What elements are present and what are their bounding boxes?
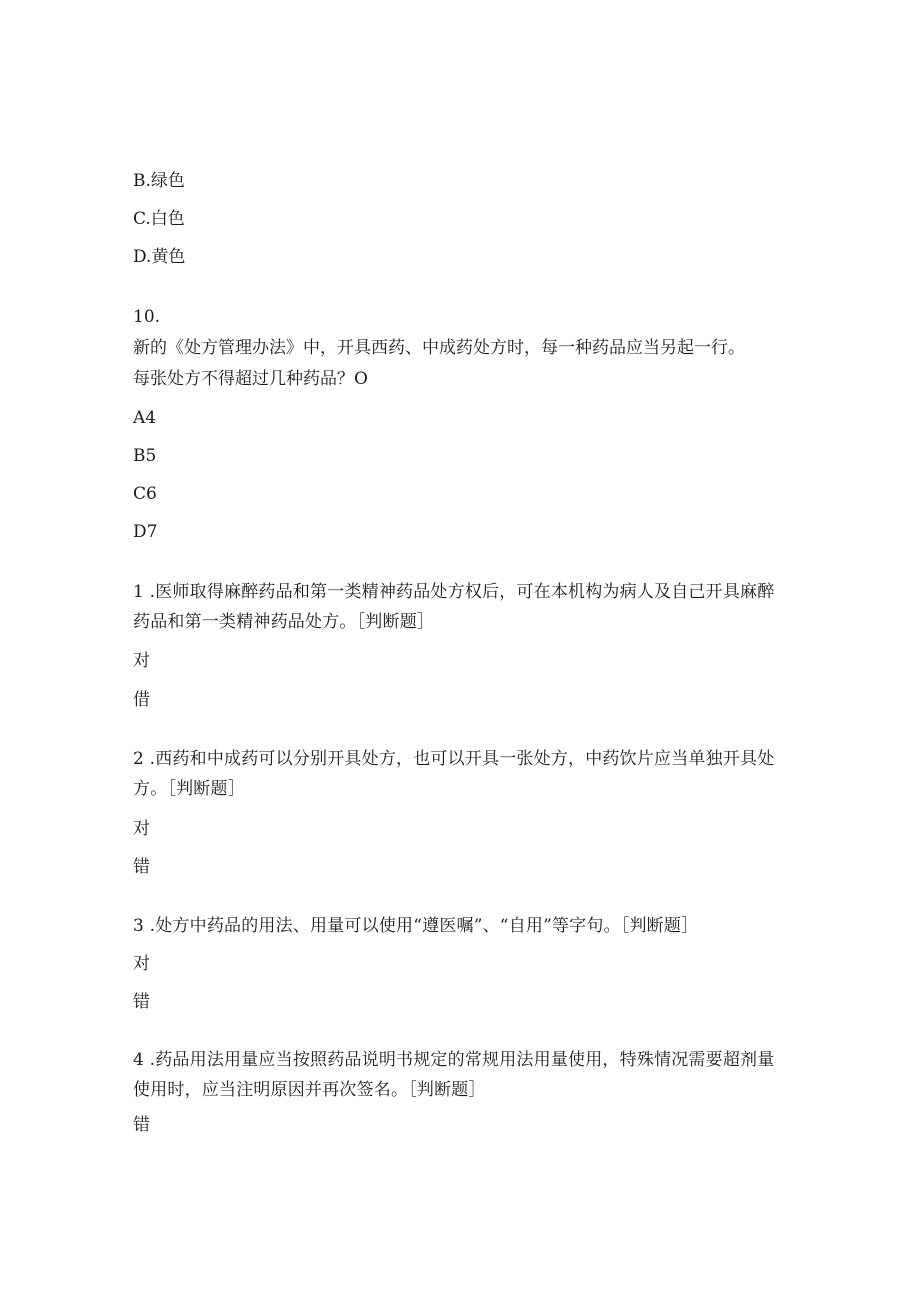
judgment-1-option-false: 借 <box>133 690 150 710</box>
option-d7: D7 <box>133 522 158 542</box>
judgment-1-option-true: 对 <box>133 651 150 671</box>
judgment-question-2: 2 .西药和中成药可以分别开具处方，也可以开具一张处方，中药饮片应当单独开具处方。［判断题］ <box>133 749 775 799</box>
option-b: B.绿色 <box>133 171 185 191</box>
question-text-line1: 新的《处方管理办法》中，开具西药、中成药处方时，每一种药品应当另起一行。 <box>133 338 745 358</box>
judgment-3-option-false: 错 <box>133 992 150 1012</box>
question-text-line2: 每张处方不得超过几种药品？O <box>133 369 368 389</box>
question-number: 10. <box>133 307 161 327</box>
judgment-question-1: 1 .医师取得麻醉药品和第一类精神药品处方权后，可在本机构为病人及自己开具麻醉药品和第一类精神药品处方。［判断题］ <box>133 582 775 632</box>
option-d: D.黄色 <box>133 247 186 267</box>
option-c6: C6 <box>133 484 157 504</box>
judgment-4-option-false: 错 <box>133 1115 150 1135</box>
judgment-3-option-true: 对 <box>133 954 150 974</box>
option-a4: A4 <box>133 408 157 428</box>
judgment-question-4: 4 .药品用法用量应当按照药品说明书规定的常规用法用量使用，特殊情况需要超剂量使用时，应当注明原因并再次签名。［判断题］ <box>133 1050 775 1100</box>
judgment-2-option-false: 错 <box>133 857 150 877</box>
option-c: C.白色 <box>133 209 185 229</box>
judgment-question-3: 3 .处方中药品的用法、用量可以使用“遵医嘱”、“自用”等字句。［判断题］ <box>133 916 699 936</box>
option-b5: B5 <box>133 446 157 466</box>
judgment-2-option-true: 对 <box>133 819 150 839</box>
